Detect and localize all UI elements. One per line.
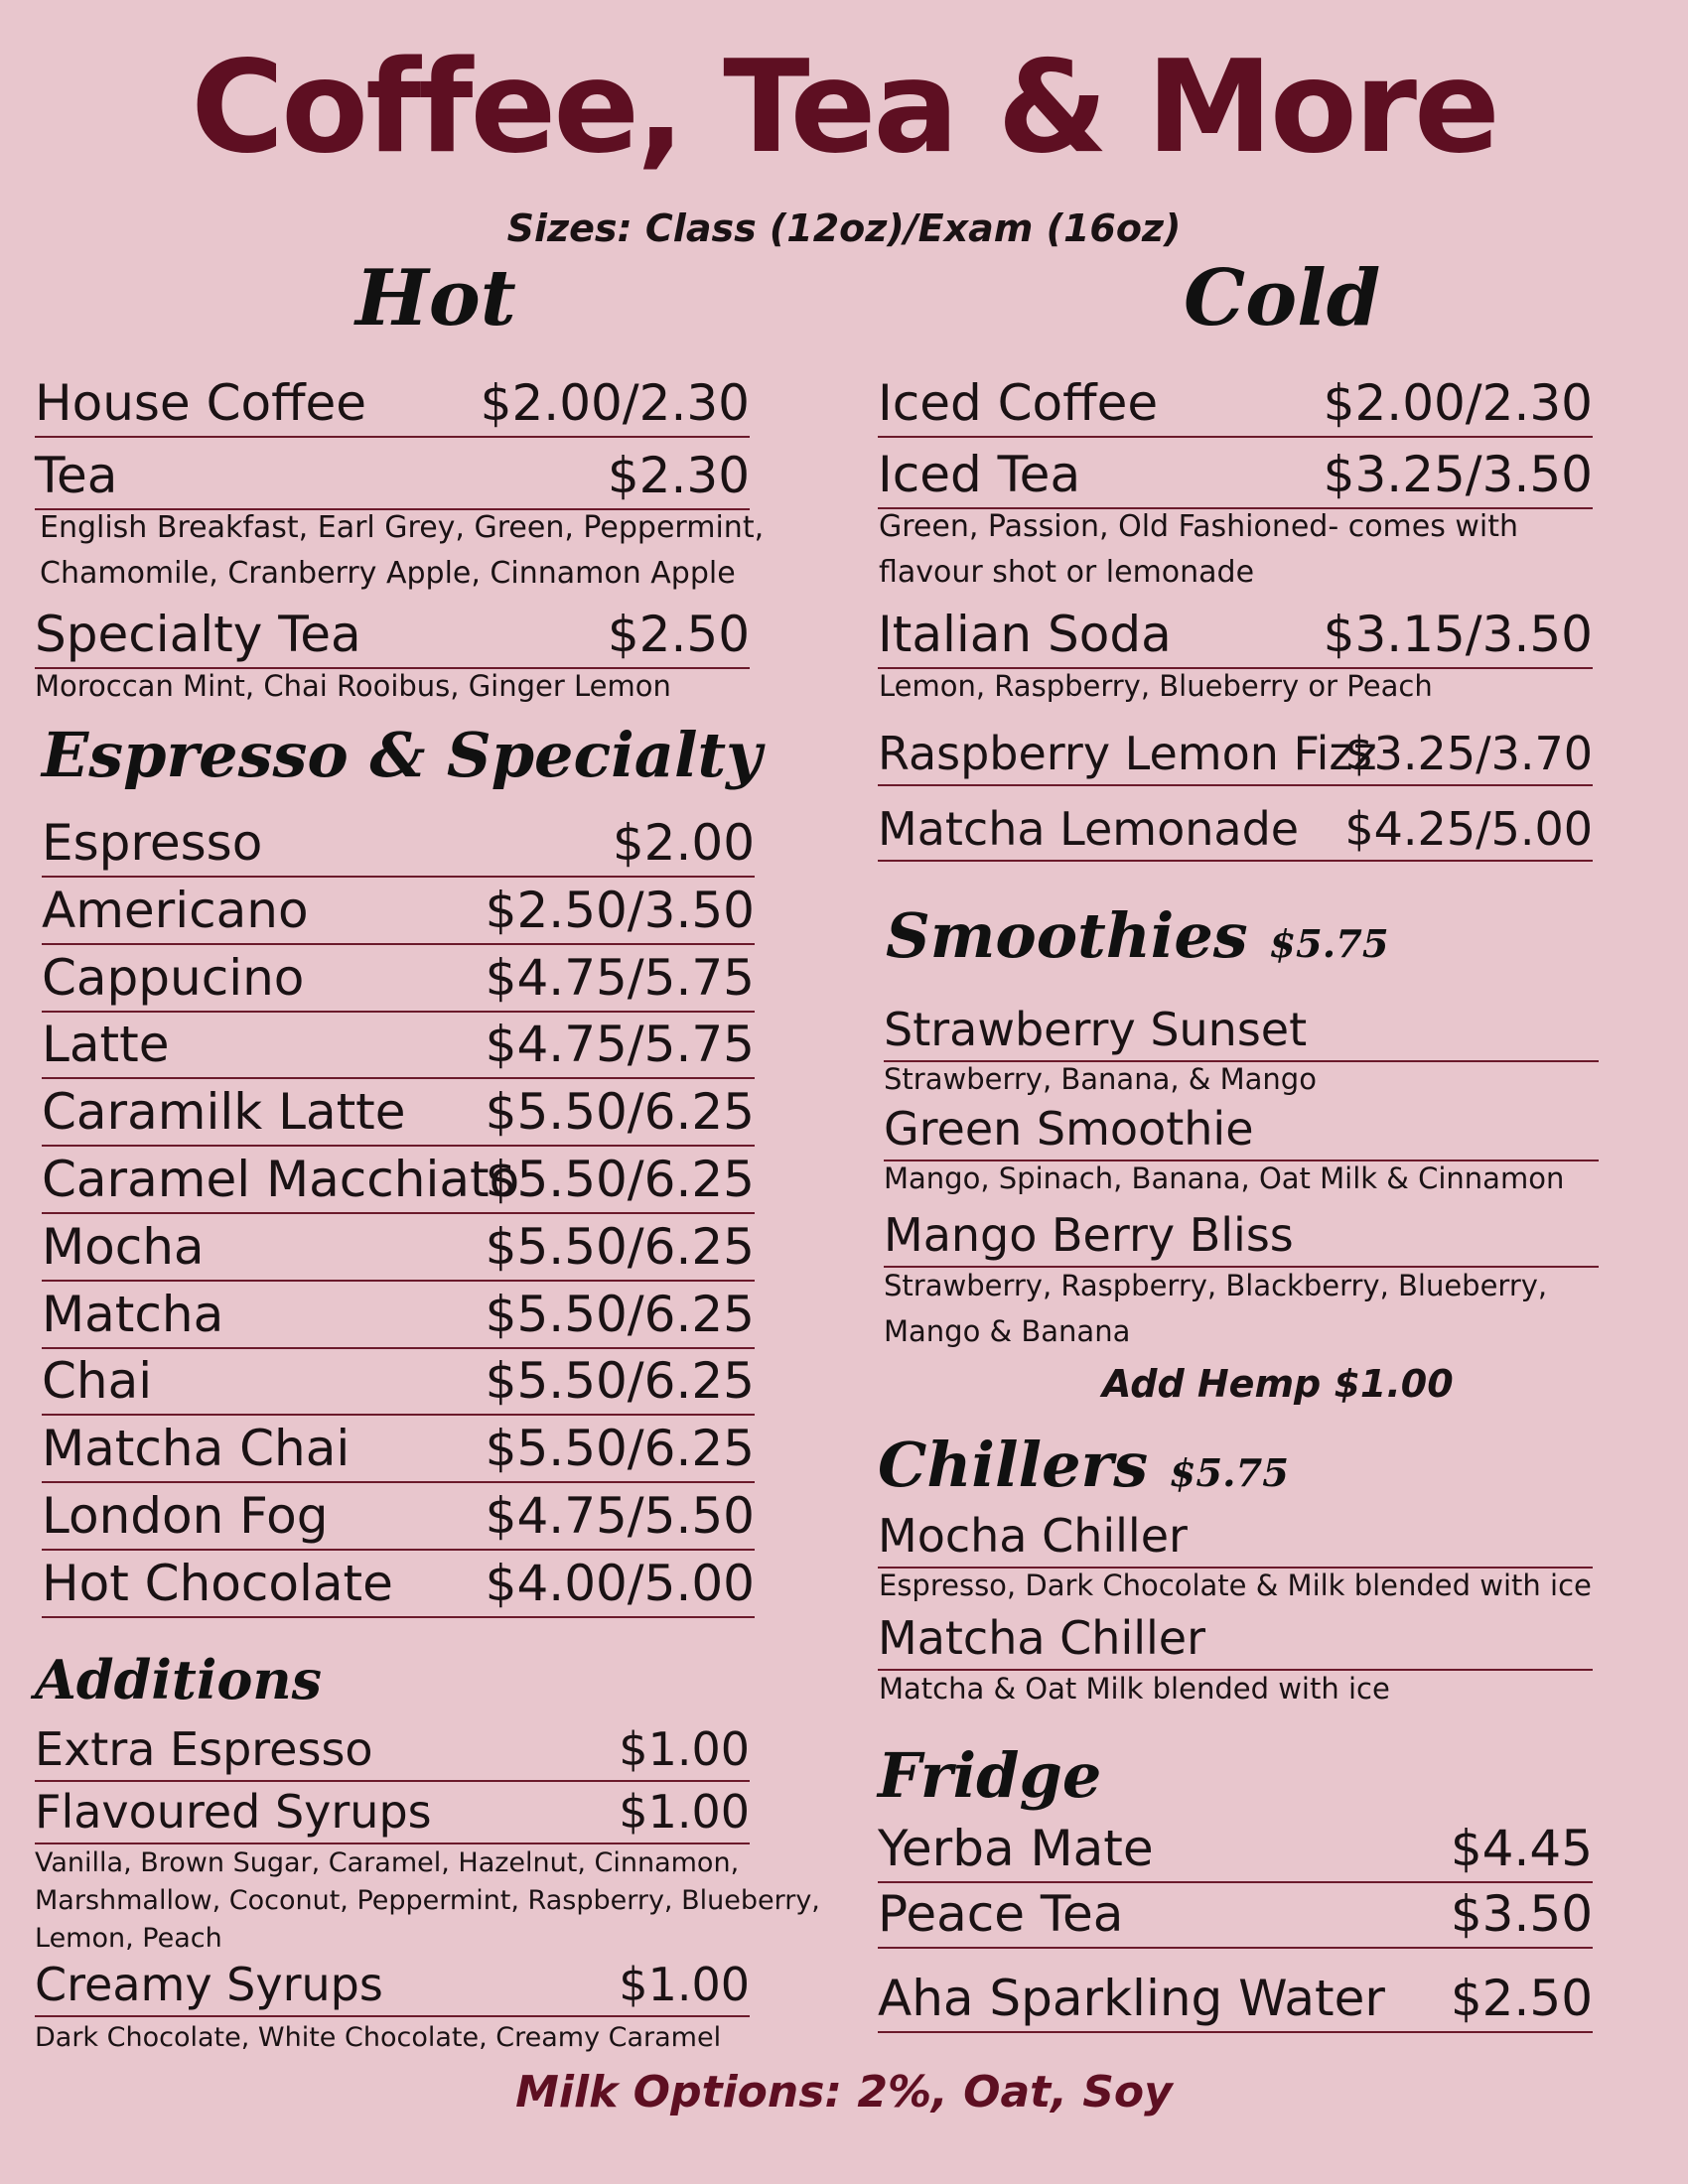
chillers-heading: Chillers $5.75 [878,1429,1290,1501]
green-smoothie-description: Mango, Spinach, Banana, Oat Milk & Cinnamon [884,1161,1565,1195]
menu-item-espresso-specialty [42,1149,755,1214]
fridge-aha-sparkling-water [878,1954,1593,2033]
menu-item-iced-coffee [878,367,1593,438]
creamy-syrups-description: Dark Chocolate, White Chocolate, Creamy Caramel [35,2022,722,2053]
item-price: $4.00/5.00 [485,1555,755,1612]
item-name: Hot Chocolate [42,1555,393,1612]
item-price: $3.25/3.50 [1323,446,1593,503]
item-name: Specialty Tea [35,606,361,663]
item-price: $5.50/6.25 [485,1218,755,1276]
item-price: $4.25/5.00 [1344,802,1593,856]
milk-options: Milk Options: 2%, Oat, Soy [515,2067,1173,2117]
item-price: $4.45 [1450,1820,1593,1877]
menu-item-creamy-syrups [35,1960,750,2017]
item-name: Caramilk Latte [42,1083,406,1141]
espresso-heading: Espresso & Specialty [42,719,763,791]
smoothies-heading: Smoothies $5.75 [886,899,1389,972]
item-name: Peace Tea [878,1885,1124,1943]
item-price: $2.50/3.50 [485,882,755,939]
menu-item-espresso-specialty [42,1014,755,1079]
item-price: $2.30 [607,447,750,504]
menu-item-matcha-lemonade [878,800,1593,862]
item-name: Matcha Chai [42,1420,351,1477]
item-name: Aha Sparkling Water [878,1970,1385,2027]
item-name: Creamy Syrups [35,1958,383,2011]
item-price: $3.25/3.70 [1344,727,1593,780]
menu-item-espresso-specialty [42,1553,755,1618]
menu-item-espresso-specialty [42,1485,755,1551]
item-name: London Fog [42,1487,329,1545]
fridge-heading: Fridge [878,1739,1102,1812]
item-price: $3.15/3.50 [1323,606,1593,663]
smoothie-mango-berry-bliss [884,1201,1599,1268]
item-name: Mango Berry Bliss [884,1208,1294,1262]
item-price: $3.50 [1450,1885,1593,1943]
item-price: $1.00 [619,1785,750,1839]
item-price: $2.50 [607,606,750,663]
hot-heading: Hot [355,253,516,343]
menu-item-espresso-specialty [42,1284,755,1349]
mango-berry-bliss-description: Strawberry, Raspberry, Blackberry, Blueberry, Mango & Banana [884,1269,1548,1348]
item-name: House Coffee [35,374,367,432]
item-name: Latte [42,1016,170,1073]
item-name: Extra Espresso [35,1722,373,1776]
item-name: Chai [42,1352,153,1410]
item-price: $5.50/6.25 [485,1083,755,1141]
menu-item-espresso-specialty [42,1216,755,1282]
menu-item-espresso-specialty [42,1081,755,1147]
menu-item-specialty-tea [35,603,750,669]
menu-item-espresso-specialty [42,880,755,945]
item-name: Green Smoothie [884,1102,1254,1156]
item-name: Strawberry Sunset [884,1003,1308,1056]
specialty-tea-description: Moroccan Mint, Chai Rooibus, Ginger Lemon [35,669,671,703]
item-price: $1.00 [619,1722,750,1776]
cold-heading: Cold [1184,253,1381,343]
menu-item-extra-espresso [35,1722,750,1782]
item-price: $5.50/6.25 [485,1352,755,1410]
item-price: $5.50/6.25 [485,1286,755,1343]
item-price: $4.75/5.50 [485,1487,755,1545]
add-hemp-note: Add Hemp $1.00 [1102,1362,1454,1406]
item-name: Mocha [42,1218,205,1276]
italian-soda-description: Lemon, Raspberry, Blueberry or Peach [879,669,1433,703]
menu-item-espresso-specialty [42,1418,755,1483]
item-name: Matcha [42,1286,224,1343]
item-name: Caramel Macchiato [42,1151,520,1208]
smoothie-strawberry-sunset [884,993,1599,1062]
item-name: Matcha Lemonade [878,802,1300,856]
matcha-chiller-description: Matcha & Oat Milk blended with ice [879,1672,1390,1706]
item-price: $2.00 [612,814,755,872]
item-name: Iced Tea [878,446,1081,503]
item-price: $5.50/6.25 [485,1151,755,1208]
mocha-chiller-description: Espresso, Dark Chocolate & Milk blended with ice [879,1569,1592,1602]
item-price: $1.00 [619,1958,750,2011]
item-name: Yerba Mate [878,1820,1154,1877]
item-price: $4.75/5.75 [485,1016,755,1073]
strawberry-sunset-description: Strawberry, Banana, & Mango [884,1062,1317,1096]
item-price: $2.00/2.30 [480,374,750,432]
menu-item-espresso-specialty [42,947,755,1013]
item-name: Italian Soda [878,606,1172,663]
additions-heading: Additions [35,1648,323,1711]
item-price: $2.50 [1450,1970,1593,2027]
fridge-yerba-mate [878,1817,1593,1883]
menu-item-raspberry-lemon-fizz [878,725,1593,786]
smoothies-price: $5.75 [1269,922,1389,967]
iced-tea-description: Green, Passion, Old Fashioned- comes with flavour shot or lemonade [879,509,1519,590]
item-name: Iced Coffee [878,374,1159,432]
item-name: Raspberry Lemon Fizz [878,727,1377,780]
chillers-price: $5.75 [1169,1451,1290,1496]
menu-item-flavoured-syrups [35,1787,750,1844]
item-price: $2.00/2.30 [1323,374,1593,432]
menu-item-tea [35,443,750,510]
item-name: Cappucino [42,949,305,1007]
sizes-subtitle: Sizes: Class (12oz)/Exam (16oz) [506,206,1182,250]
item-name: Espresso [42,814,263,872]
fridge-peace-tea [878,1884,1593,1949]
item-name: Flavoured Syrups [35,1785,432,1839]
item-name: Mocha Chiller [878,1509,1188,1563]
menu-item-house-coffee [35,367,750,438]
flavoured-syrups-description: Vanilla, Brown Sugar, Caramel, Hazelnut, Cinnamon, Marshmallow, Coconut, Peppermint, Raspberry, Blueberry, Lemon, Peach [35,1847,820,1954]
menu-item-italian-soda [878,602,1593,669]
chiller-matcha [878,1608,1593,1671]
chiller-mocha [878,1504,1593,1569]
menu-item-espresso-specialty [42,812,755,878]
item-name: Matcha Chiller [878,1611,1205,1665]
item-price: $5.50/6.25 [485,1420,755,1477]
menu-item-iced-tea [878,443,1593,509]
item-name: Tea [35,447,118,504]
menu-item-espresso-specialty [42,1350,755,1416]
item-name: Americano [42,882,309,939]
item-price: $4.75/5.75 [485,949,755,1007]
smoothie-green [884,1097,1599,1161]
tea-description: English Breakfast, Earl Grey, Green, Peppermint, Chamomile, Cranberry Apple, Cinnamon Apple [40,510,765,591]
menu-title: Coffee, Tea & More [191,34,1497,182]
